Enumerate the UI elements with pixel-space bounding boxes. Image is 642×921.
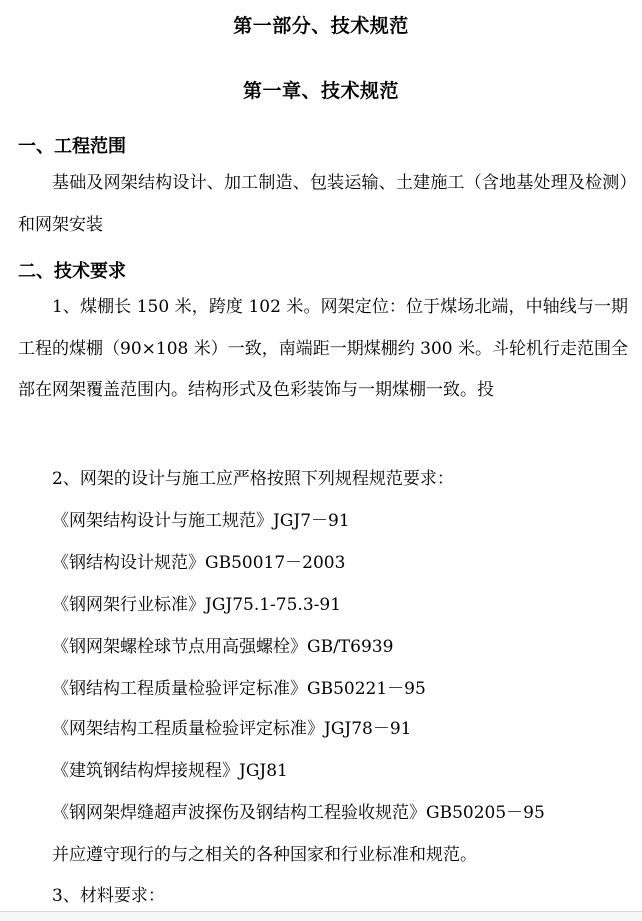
section-heading-requirements: 二、技术要求: [18, 261, 126, 282]
standard-list-item: 《钢结构工程质量检验评定标准》GB50221－95: [52, 679, 426, 699]
standard-list-item: 《网架结构设计与施工规范》JGJ7－91: [52, 511, 350, 531]
requirement-item-3: 3、材料要求：: [52, 886, 165, 906]
section-heading-scope: 一、工程范围: [18, 136, 126, 157]
chapter-title: 第一章、技术规范: [242, 80, 399, 102]
requirement-item-1: 1、煤棚长 150 米，跨度 102 米。网架定位：位于煤场北端，中轴线与一期工程的煤棚（90×108 米）一致，南端距一期煤棚约 300 米。斗轮机行走范围全部在网架覆盖范围内。结构形式及色彩装饰与一期煤棚一致。投: [18, 297, 628, 400]
standard-list-item: 《钢网架行业标准》JGJ75.1-75.3-91: [52, 595, 342, 615]
standard-list-item: 《网架结构工程质量检验评定标准》JGJ78－91: [52, 719, 412, 739]
standard-list-item: 《钢网架螺栓球节点用高强螺栓》GB/T6939: [52, 637, 394, 657]
scope-paragraph: 基础及网架结构设计、加工制造、包装运输、土建施工（含地基处理及检测）和网架安装: [18, 173, 628, 235]
requirement-item-2: 2、网架的设计与施工应严格按照下列规程规范要求：: [52, 469, 454, 489]
compliance-note: 并应遵守现行的与之相关的各种国家和行业标准和规范。: [52, 845, 477, 865]
standard-list-item: 《钢网架焊缝超声波探伤及钢结构工程验收规范》GB50205－95: [52, 803, 545, 823]
standard-list-item: 《建筑钢结构焊接规程》JGJ81: [52, 761, 288, 781]
part-title: 第一部分、技术规范: [233, 15, 409, 37]
standard-list-item: 《钢结构设计规范》GB50017－2003: [52, 553, 346, 573]
